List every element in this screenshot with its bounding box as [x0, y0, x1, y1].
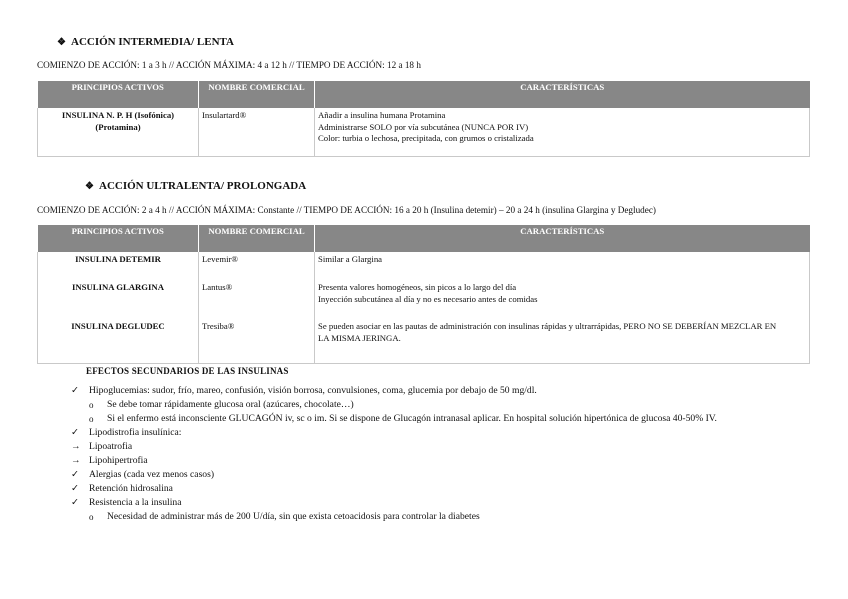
table-row	[38, 319, 810, 363]
cell-brand: Insulartard®	[199, 108, 315, 156]
feature-line: Se pueden asociar en las pautas de administración con insulinas rápidas y ultrarrápidas, PERO NO SE DEBERÍAN MEZCLAR EN LA MISMA JERINGA.	[318, 321, 777, 343]
diamond-bullet-icon: ❖	[57, 37, 66, 48]
cell-features	[315, 319, 810, 363]
side-effects-section	[71, 364, 791, 524]
side-effects-title: EFECTOS SECUNDARIOS DE LAS INSULINAS	[86, 366, 289, 376]
list-item	[71, 468, 791, 482]
circle-bullet-icon: o	[89, 400, 94, 410]
action-times-intermediate: COMIENZO DE ACCIÓN: 1 a 3 h // ACCIÓN MÁXIMA: 4 a 12 h // TIEMPO DE ACCIÓN: 12 a 18 h	[37, 60, 421, 70]
list-item	[89, 412, 791, 426]
list-item	[71, 454, 791, 468]
feature-line: Presenta valores homogéneos, sin picos a lo largo del día	[318, 282, 517, 292]
diamond-bullet-icon: ❖	[85, 181, 94, 192]
list-item-text: Se debe tomar rápidamente glucosa oral (azúcares, chocolate…)	[107, 399, 354, 410]
circle-bullet-icon: o	[89, 512, 94, 522]
list-item	[71, 426, 791, 440]
list-item-text: Lipoatrofia	[89, 441, 133, 452]
list-item	[89, 510, 791, 524]
check-icon: ✓	[71, 427, 80, 438]
circle-bullet-icon: o	[89, 414, 94, 424]
feature-line: Administrarse SOLO por vía subcutánea (NUNCA POR IV)	[318, 121, 529, 132]
action-times-ultralente: COMIENZO DE ACCIÓN: 2 a 4 h // ACCIÓN MÁXIMA: Constante // TIEMPO DE ACCIÓN: 16 a 20 h (Insulina detemir) – 20 a 24 h (insulina Glargina y Degludec)	[37, 205, 656, 215]
table-ultralente	[37, 225, 810, 364]
cell-principle: INSULINA DETEMIR	[38, 252, 199, 280]
list-item-text: Necesidad de administrar más de 200 U/día, sin que exista cetoacidosis para controlar la diabetes	[107, 511, 480, 522]
header-principles: PRINCIPIOS ACTIVOS	[38, 81, 199, 108]
list-item-text: Alergias (cada vez menos casos)	[89, 469, 215, 480]
table-intermediate	[37, 81, 810, 157]
feature-line: Añadir a insulina humana Protamina	[318, 110, 446, 120]
list-item	[89, 398, 791, 412]
list-item	[71, 482, 791, 496]
arrow-right-icon: →	[71, 455, 81, 466]
list-item	[71, 496, 791, 510]
check-icon: ✓	[71, 483, 80, 494]
section-title-ultralente	[85, 180, 306, 192]
cell-brand: Lantus®	[199, 280, 315, 319]
check-icon: ✓	[71, 385, 80, 396]
section-title-intermediate	[57, 36, 234, 48]
list-item	[71, 384, 791, 398]
list-item-text: Retención hidrosalina	[89, 483, 173, 494]
table-row	[38, 252, 810, 280]
cell-features	[315, 252, 810, 280]
cell-principle: INSULINA GLARGINA	[38, 280, 199, 319]
arrow-right-icon: →	[71, 441, 81, 452]
cell-brand: Tresiba®	[199, 319, 315, 363]
table-header-row	[38, 81, 810, 108]
header-brand: NOMBRE COMERCIAL	[199, 225, 315, 252]
cell-features	[315, 280, 810, 319]
feature-line: Inyección subcutánea al día y no es necesario antes de comidas	[318, 293, 538, 304]
section-title-text: ACCIÓN ULTRALENTA/ PROLONGADA	[99, 180, 307, 192]
feature-line: Color: turbia o lechosa, precipitada, con grumos o cristalizada	[318, 133, 534, 143]
check-icon: ✓	[71, 469, 80, 480]
list-item	[71, 440, 791, 454]
table-header-row	[38, 225, 810, 252]
table-row	[38, 280, 810, 319]
cell-brand: Levemir®	[199, 252, 315, 280]
section-title-text: ACCIÓN INTERMEDIA/ LENTA	[71, 36, 234, 48]
list-item-text: Si el enfermo está inconsciente GLUCAGÓN iv, sc o im. Si se dispone de Glucagón intranasal aplicar. En hospital solución hipertónica de glucosa 40-50% IV.	[107, 413, 717, 424]
feature-line: Similar a Glargina	[318, 254, 383, 264]
list-item-text: Lipohipertrofia	[89, 455, 148, 466]
cell-principle: INSULINA N. P. H (Isofónica) (Protamina)	[38, 108, 199, 156]
list-item-text: Lipodistrofia insulínica:	[89, 427, 182, 438]
cell-principle: INSULINA DEGLUDEC	[38, 319, 199, 363]
header-principles: PRINCIPIOS ACTIVOS	[38, 225, 199, 252]
table-row	[38, 108, 810, 156]
header-features: CARACTERÍSTICAS	[315, 225, 810, 252]
header-brand: NOMBRE COMERCIAL	[199, 81, 315, 108]
header-features: CARACTERÍSTICAS	[315, 81, 810, 108]
list-item-text: Hipoglucemias: sudor, frío, mareo, confusión, visión borrosa, convulsiones, coma, glucemia por debajo de 50 mg/dl.	[89, 385, 537, 396]
cell-features	[315, 108, 810, 156]
check-icon: ✓	[71, 497, 80, 508]
list-item-text: Resistencia a la insulina	[89, 497, 182, 508]
